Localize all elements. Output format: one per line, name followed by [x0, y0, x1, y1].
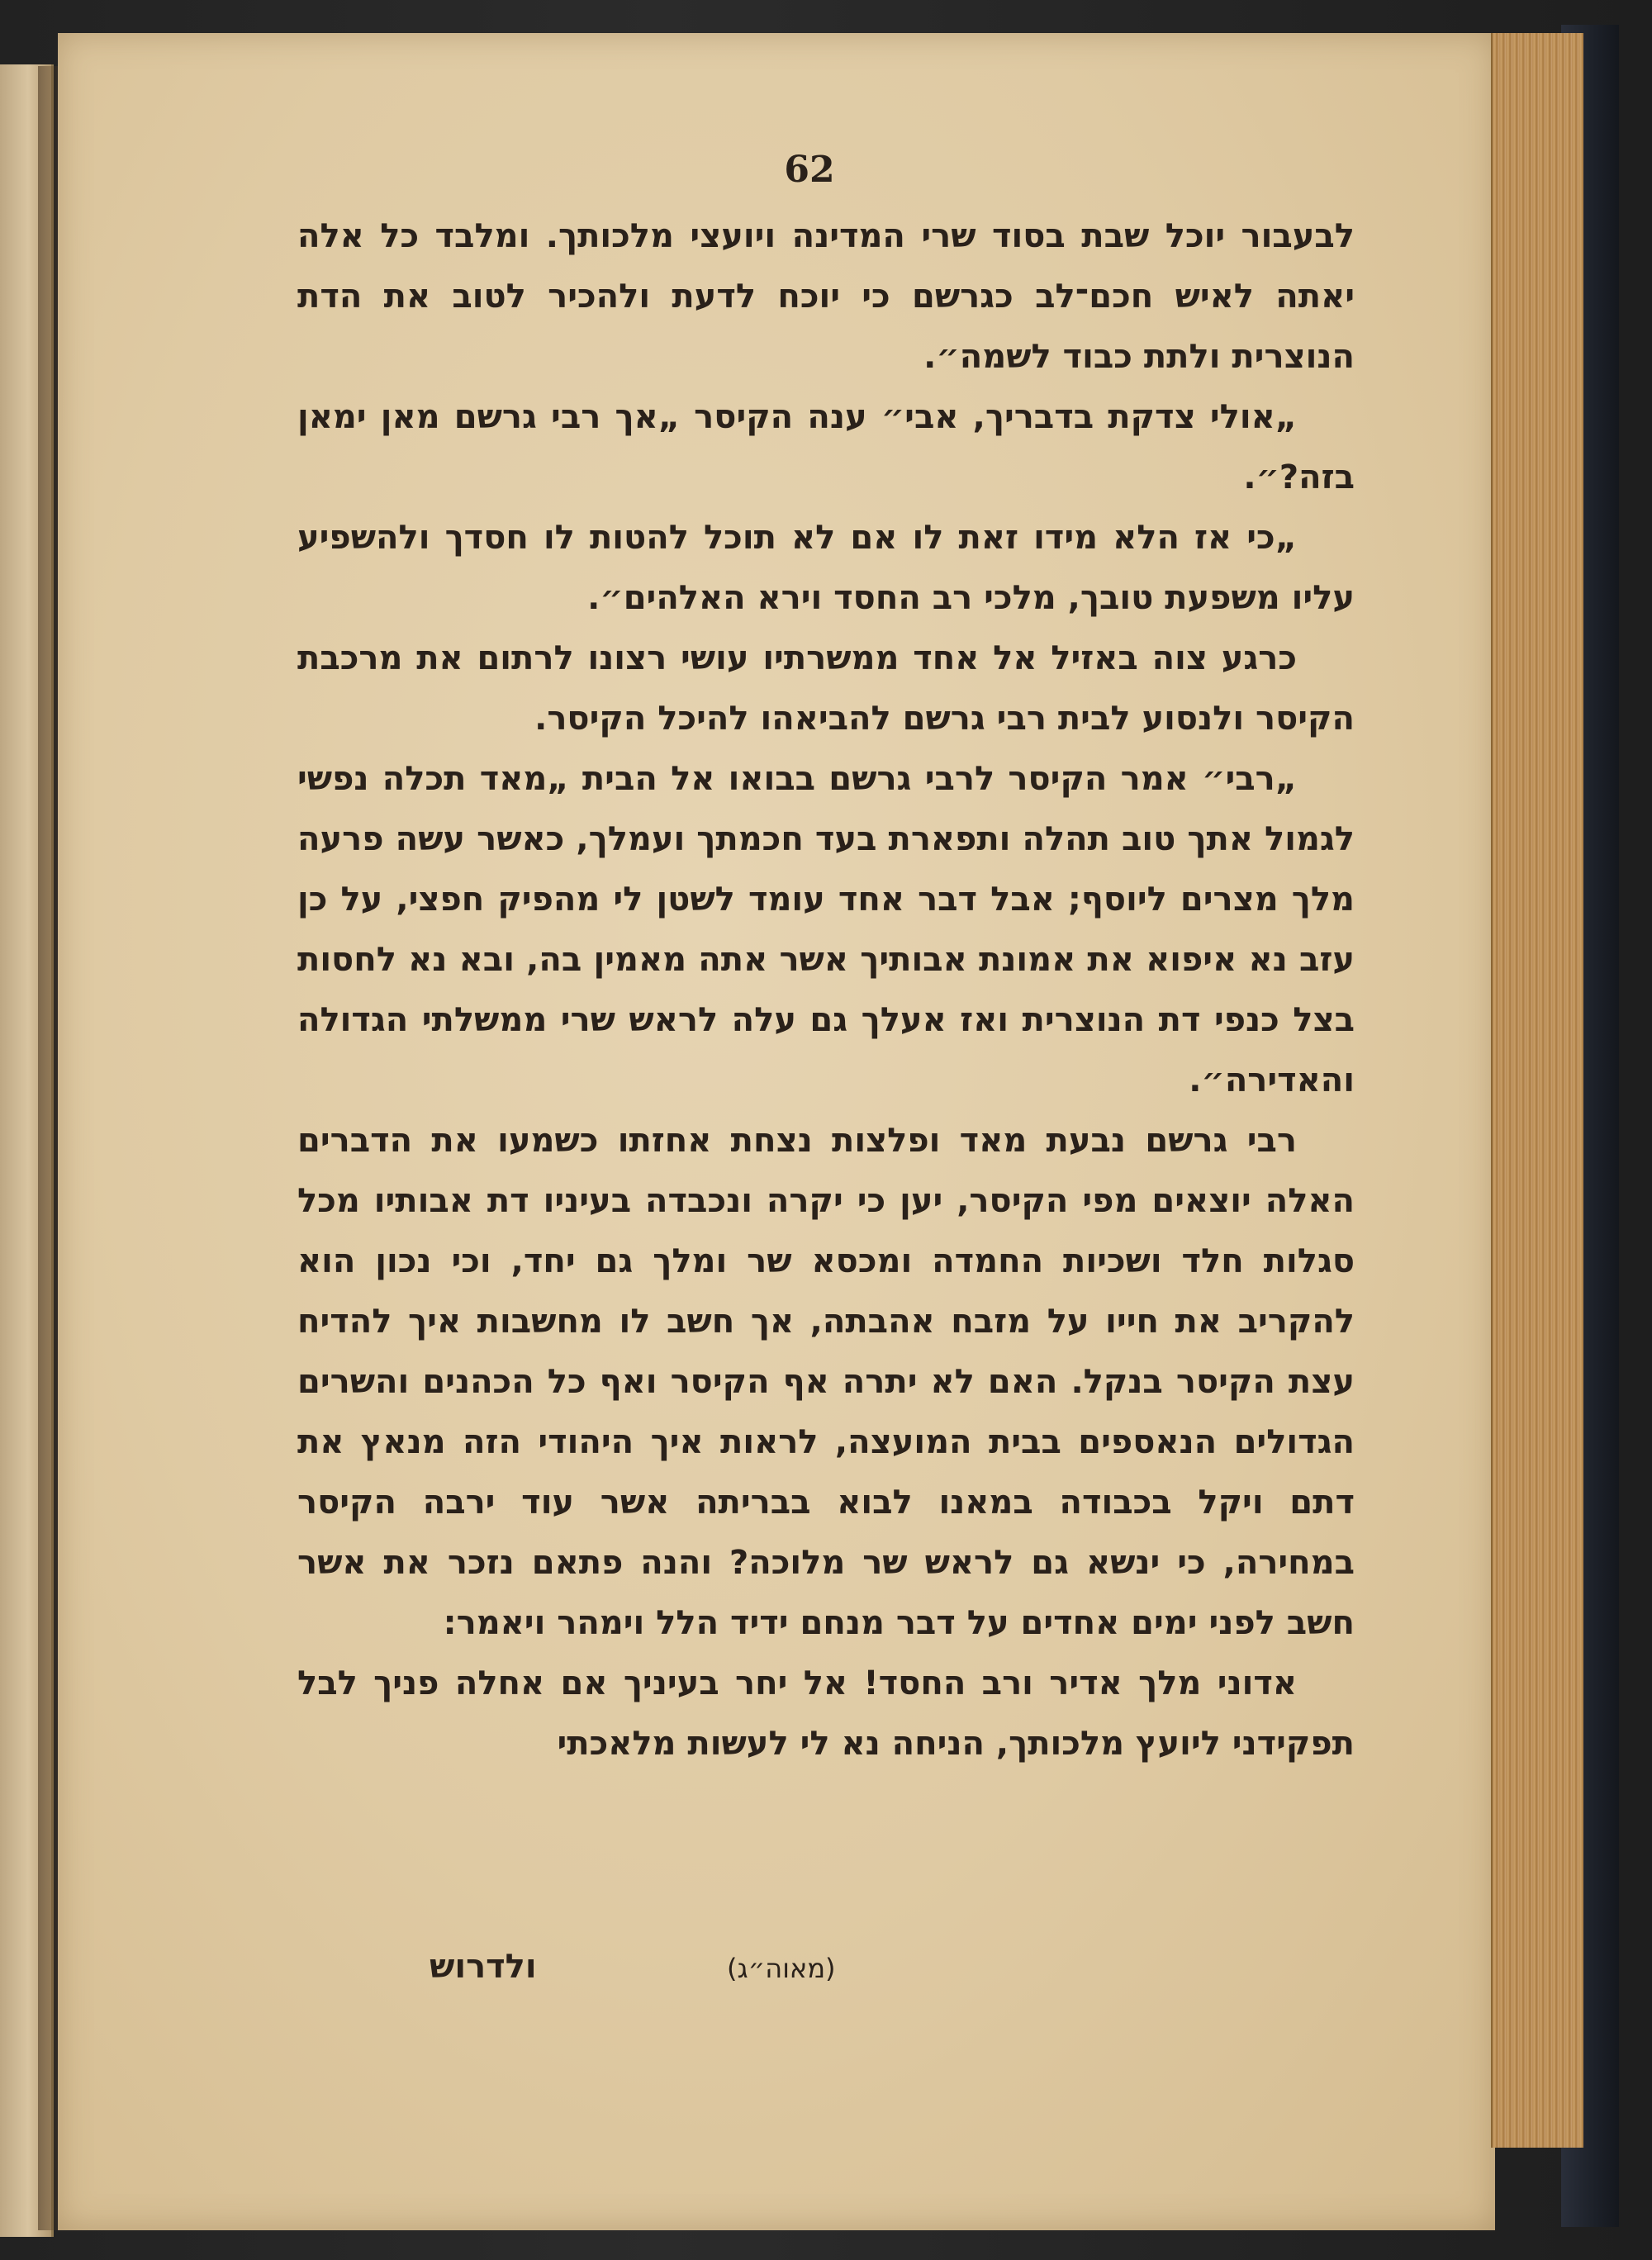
paragraph: כרגע צוה באזיל אל אחד ממשרתיו עושי רצונו לרתום את מרכבת הקיסר ולנסוע לבית רבי גרשם להביאהו להיכל הקיסר. — [297, 639, 1355, 738]
paragraph: לבעבור יוכל שבת בסוד שרי המדינה ויועצי מלכותך. ומלבד כל אלה יאתה לאיש חכם־לב כגרשם כי יוכח לדעת ולהכיר לטוב את הדת הנוצרית ולתת כבוד לשמה״. — [297, 217, 1355, 376]
body-text — [297, 207, 1355, 1774]
page-edges — [1491, 33, 1583, 2148]
paragraph: רבי גרשם נבעת מאד ופלצות נצחת אחזתו כשמעו את הדברים האלה יוצאים מפי הקיסר, יען כי יקרה ונכבדה בעיניו דת אבותיו מכל סגלות חלד ושכיות החמדה ומכסא שר ומלך גם יחד, וכי נכון הוא להקריב את חייו על מזבח אהבתה, אך חשב לו מחשבות איך להדיח עצת הקיסר בנקל. האם לא יתרה אף הקיסר ואף כל הכהנים והשרים הגדולים הנאספים בבית המועצה, לראות איך היהודי הזה מנאץ את דתם ויקל בכבודה במאנו לבוא בבריתה אשר עוד ירבה הקיסר במחירה, כי ינשא גם לראש שר מלוכה? והנה פתאם נזכר את אשר חשב לפני ימים אחדים על דבר מנחם ידיד הלל וימהר ויאמר: — [297, 1122, 1355, 1642]
printer-signature: (מאוה״ג) — [727, 1953, 836, 1984]
paragraph: „אולי צדקת בדבריך, אבי״ ענה הקיסר „אך רבי גרשם מאן ימאן בזה?״. — [297, 398, 1355, 496]
paragraph: אדוני מלך אדיר ורב החסד! אל יחר בעיניך אם אחלה פניך לבל תפקידני ליועץ מלכותך, הניחה נא לי לעשות מלאכתי — [297, 1664, 1355, 1763]
paragraph: „כי אז הלא מידו זאת לו אם לא תוכל להטות לו חסדך ולהשפיע עליו משפעת טובך, מלכי רב החסד וירא האלהים״. — [297, 519, 1355, 617]
page-footer — [297, 1948, 1355, 2014]
catchword: ולדרוש — [430, 1948, 537, 1986]
paragraph: „רבי״ אמר הקיסר לרבי גרשם בבואו אל הבית „מאד תכלה נפשי לגמול אתך טוב תהלה ותפארת בעד חכמתך ועמלך, כאשר עשה פרעה מלך מצרים ליוסף; אבל דבר אחד עומד לשטן לי מהפיק חפצי, על כן עזב נא איפוא את אמונת אבותיך אשר אתה מאמין בה, ובא נא לחסות בצל כנפי דת הנוצרית ואז אעלך גם עלה לראש שרי ממשלתי הגדולה והאדירה״. — [297, 760, 1355, 1099]
page-number: 62 — [784, 149, 835, 191]
